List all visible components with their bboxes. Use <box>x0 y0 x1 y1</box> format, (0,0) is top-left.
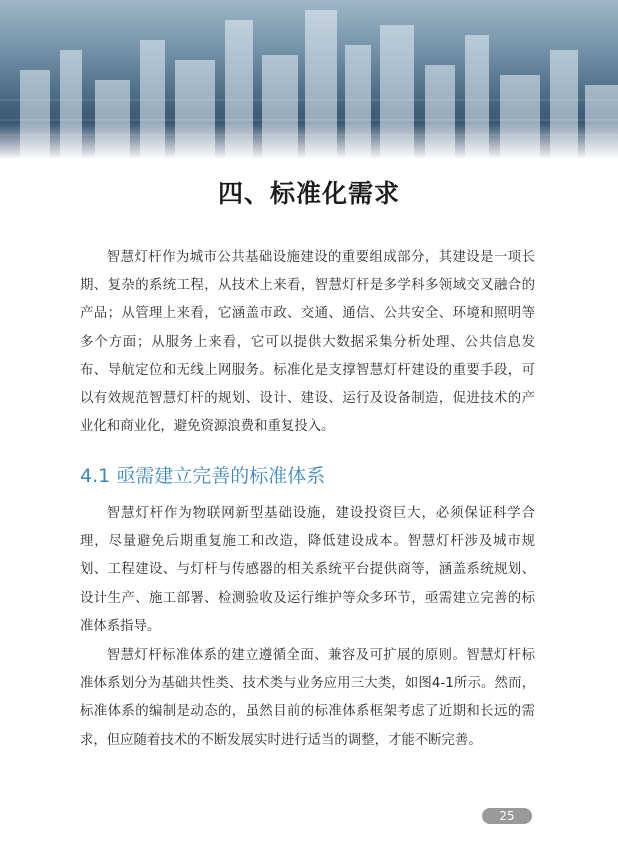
page-title: 四、标准化需求 <box>217 179 400 208</box>
page-number-badge: 25 <box>482 808 532 824</box>
header-cityscape-image <box>0 0 618 158</box>
section-paragraph-1: 智慧灯杆作为物联网新型基础设施，建设投资巨大，必须保证科学合理，尽量避免后期重复施工和改造，降低建设成本。智慧灯杆涉及城市规划、工程建设、与灯杆与传感器的相关系统平台提供商等，涵盖系统规划、设计生产、施工部署、检测验收及运行维护等众多环节，亟需建立完善的标准体系指导。 <box>80 506 535 634</box>
intro-paragraph: 智慧灯杆作为城市公共基础设施建设的重要组成部分，其建设是一项长期、复杂的系统工程，从技术上来看，智慧灯杆是多学科多领域交叉融合的产品；从管理上来看，它涵盖市政、交通、通信、公共安全、环境和照明等多个方面；从服务上来看，它可以提供大数据采集分析处理、公共信息发布、导航定位和无线上网服务。标准化是支撑智慧灯杆建设的重要手段，可以有效规范智慧灯杆的规划、设计、建设、运行及设备制造，促进技术的产业化和商业化，避免资源浪费和重复投入。 <box>80 250 535 435</box>
section-paragraph-2: 智慧灯杆标准体系的建立遵循全面、兼容及可扩展的原则。智慧灯杆标准体系划分为基础共性类、技术类与业务应用三大类，如图4-1所示。然而，标准体系的编制是动态的，虽然目前的标准体系框架考虑了近期和长远的需求，但应随着技术的不断发展实时进行适当的调整，才能不断完善。 <box>80 648 535 748</box>
section-heading: 4.1 亟需建立完善的标准体系 <box>80 465 326 487</box>
